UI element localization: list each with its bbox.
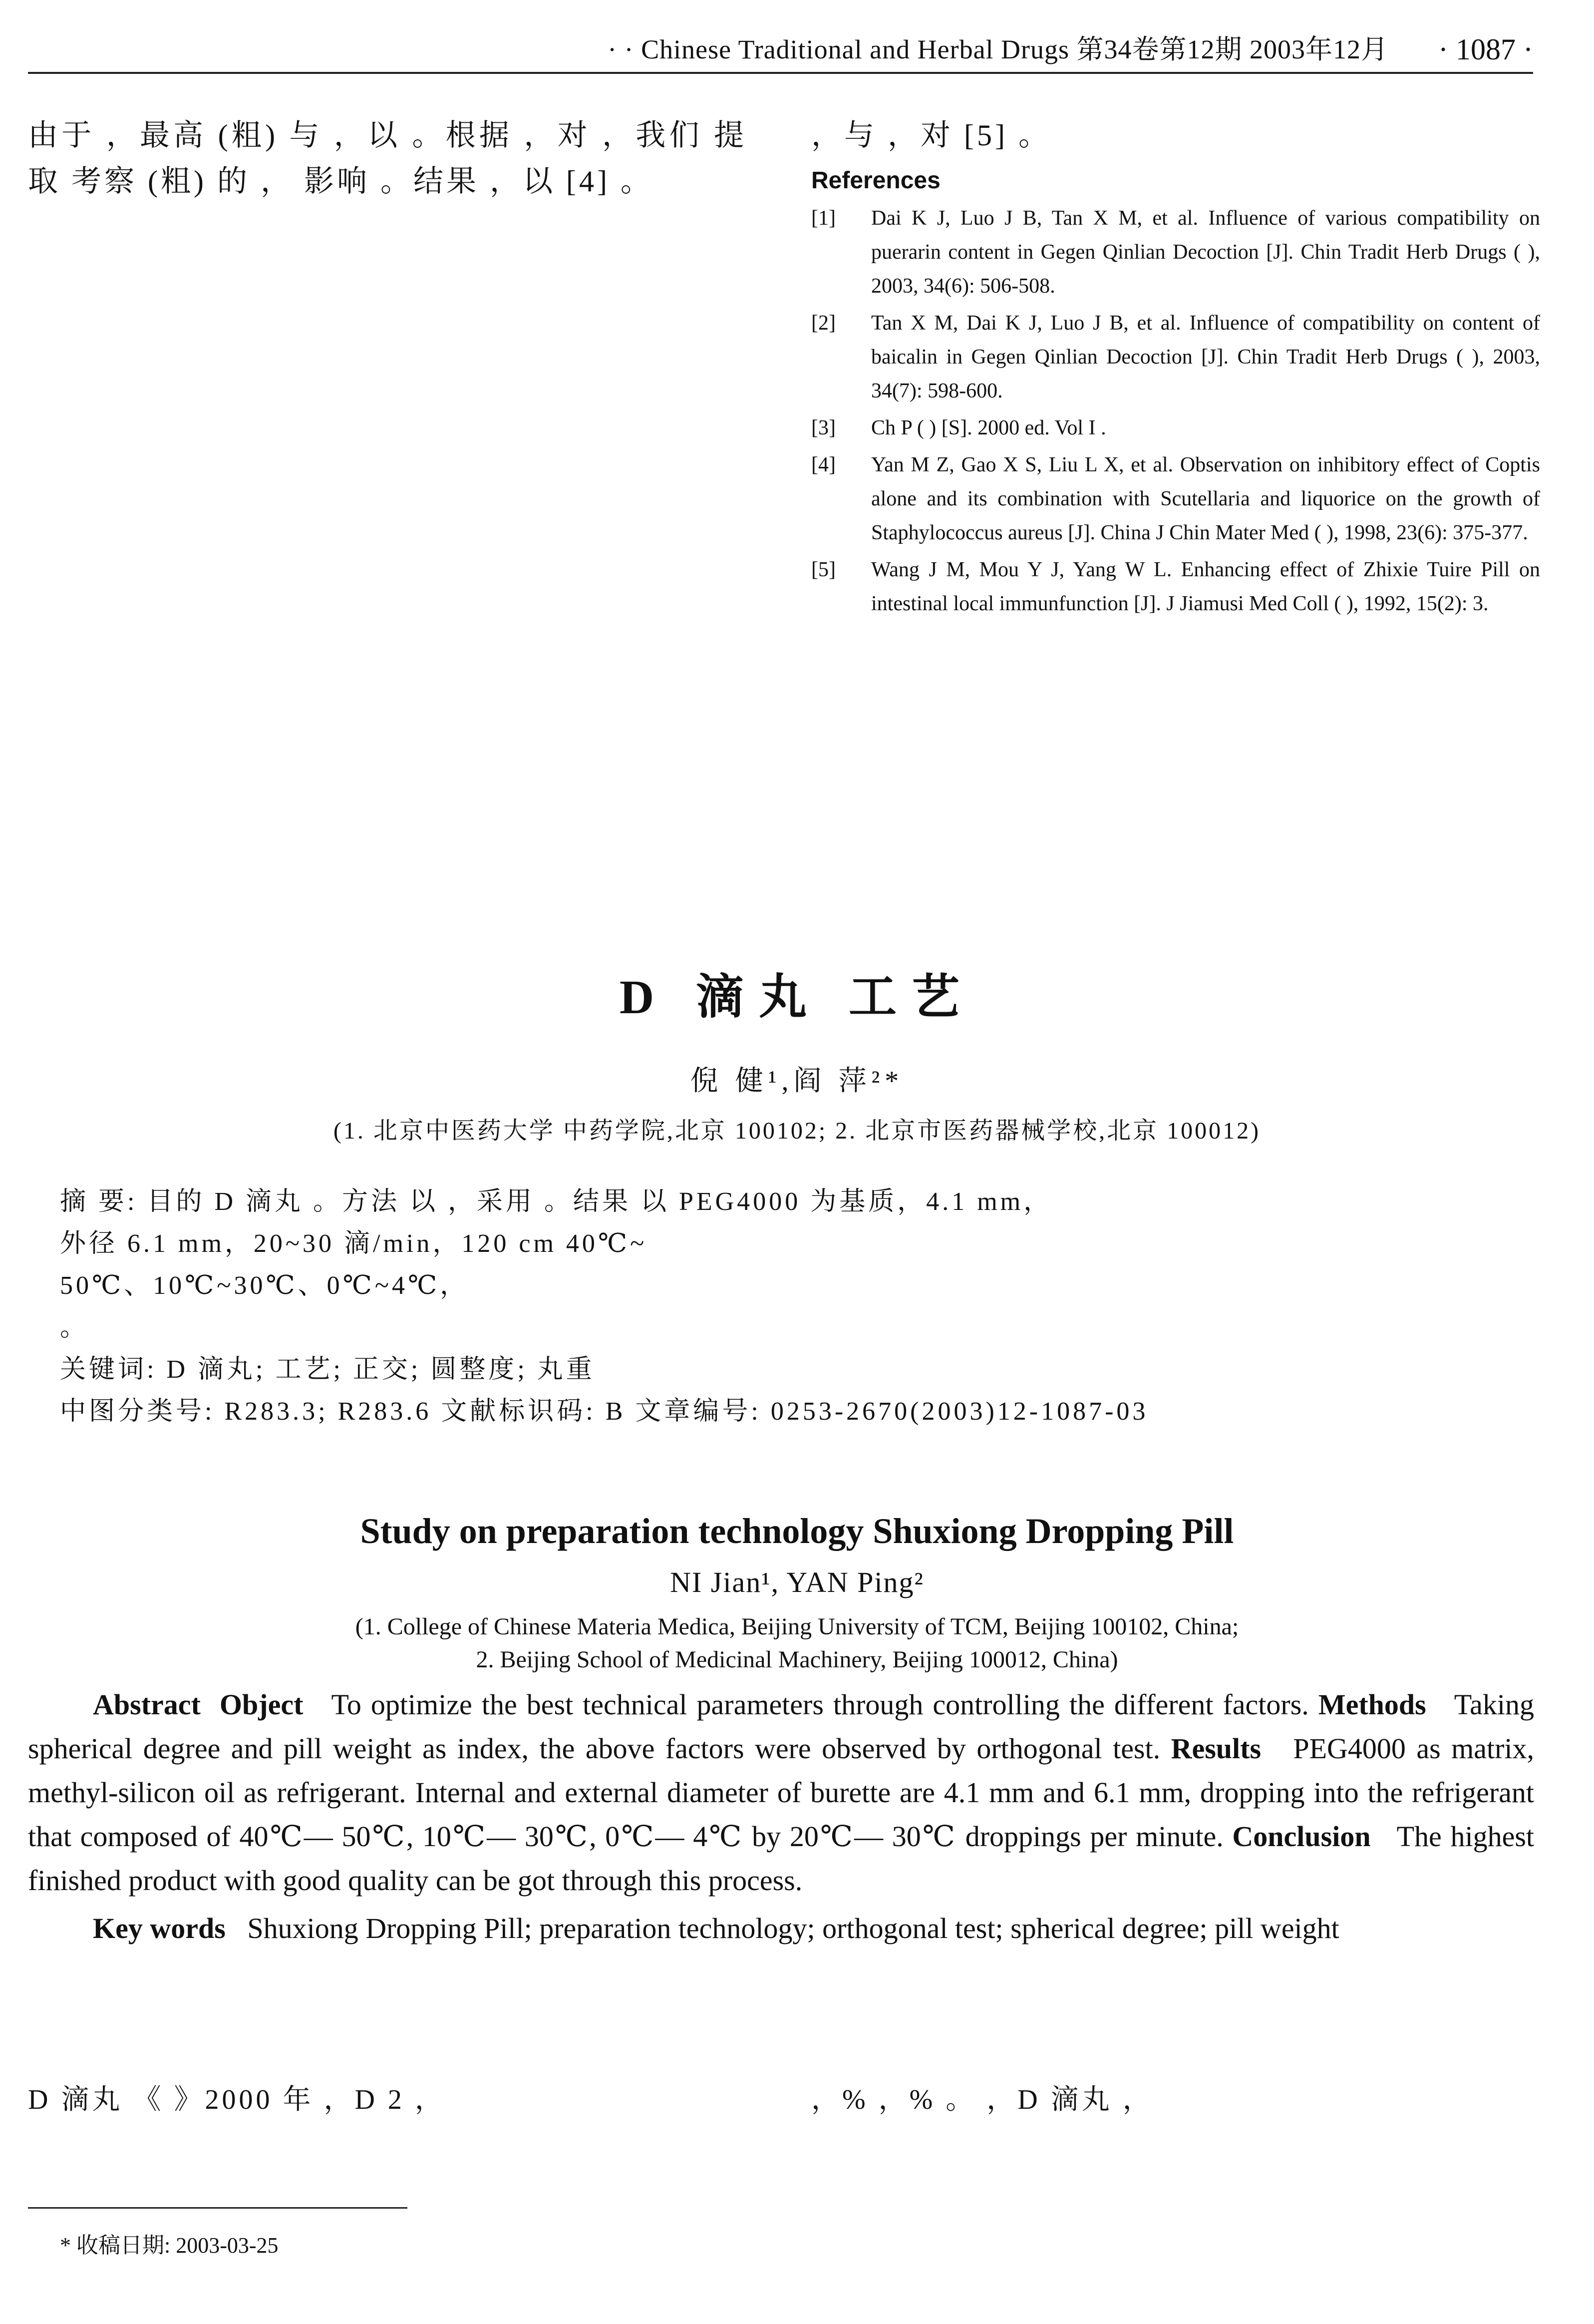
abstract-label: Abstract bbox=[93, 1688, 201, 1721]
reference-item: [4] Yan M Z, Gao X S, Liu L X, et al. Observation on inhibitory effect of Coptis alone and its combination with Scutellaria and liquorice on the growth of Staphylococcus aureus [J]. China J Chin Mater Med ( ), 1998, 23(6): 375-377. bbox=[811, 453, 1540, 544]
chinese-abstract-line: 50℃、10℃~30℃、0℃~4℃， bbox=[60, 1271, 469, 1300]
english-title: Study on preparation technology Shuxiong Dropping Pill bbox=[360, 1511, 1234, 1551]
references-heading: References bbox=[811, 167, 941, 194]
keywords-text: Shuxiong Dropping Pill; preparation technology; orthogonal test; spherical degree; pill weight bbox=[247, 1912, 1339, 1944]
chinese-authors: 倪 健¹,阎 萍²* bbox=[690, 1066, 904, 1097]
results-label: Results bbox=[1171, 1732, 1262, 1765]
chinese-abstract-line: 外径 6.1 mm，20~30 滴/min，120 cm 40℃~ bbox=[60, 1229, 647, 1258]
footnote-rule bbox=[28, 2207, 407, 2209]
classification-codes: 中图分类号: R283.3; R283.6 文献标识码: B 文章编号: 0253-2670(2003)12-1087-03 bbox=[60, 1397, 1149, 1426]
chinese-abstract-line: 摘 要: 目的 D 滴丸 。方法 以 ，采用 。结果 以 PEG4000 为基质，4.1 mm， bbox=[60, 1187, 1053, 1216]
english-authors: NI Jian¹, YAN Ping² bbox=[670, 1566, 924, 1598]
left-column-paragraph: 由于 ，最高 (粗) 与 ，以 。根据 ，对 ，我们 提取 考察 (粗) 的 ， 影响 。结果 ，以 [4] 。 bbox=[28, 119, 747, 198]
affiliation-line: 2. Beijing School of Medicinal Machinery, Beijing 100012, China) bbox=[476, 1646, 1118, 1673]
chinese-affiliations: (1. 北京中医药大学 中药学院,北京 100102; 2. 北京市医药器械学校,北京 100012) bbox=[333, 1118, 1261, 1144]
chinese-title: D 滴丸 工艺 bbox=[619, 970, 975, 1024]
abstract-paragraph bbox=[28, 1683, 1534, 1903]
body-right-column bbox=[811, 2077, 1540, 2167]
object-text: To optimize the best technical parameters through controlling the different factors. bbox=[331, 1688, 1309, 1721]
journal-line: · · Chinese Traditional and Herbal Drugs 第34卷第12期 2003年12月 bbox=[608, 34, 1389, 64]
english-abstract bbox=[28, 1683, 1534, 1950]
methods-label: Methods bbox=[1318, 1688, 1426, 1721]
footnote: * 收稿日期: 2003-03-25 bbox=[60, 2233, 279, 2258]
english-affiliations bbox=[0, 1610, 1594, 1676]
conclusion-text: The highest finished product with good quality can be got through this process. bbox=[28, 1820, 1535, 1897]
body-left-paragraph: D 滴丸 《 》2000 年 ，D 2 ， bbox=[28, 2084, 446, 2115]
keywords-paragraph bbox=[28, 1907, 1534, 1950]
affiliation-line: (1. College of Chinese Materia Medica, Beijing University of TCM, Beijing 100102, China; bbox=[355, 1613, 1239, 1640]
right-column-paragraph: ，与 ，对 [5] 。 bbox=[811, 119, 1051, 152]
chinese-keywords: 关键词: D 滴丸; 工艺; 正交; 圆整度; 丸重 bbox=[60, 1355, 595, 1384]
reference-list bbox=[811, 201, 1540, 621]
object-label: Object bbox=[219, 1688, 304, 1721]
methods-text: Taking spherical degree and pill weight as index, the above factors were observed by orthogonal test. bbox=[28, 1688, 1535, 1765]
reference-item: [3] Ch P ( ) [S]. 2000 ed. Vol I . bbox=[811, 416, 1106, 439]
chinese-abstract bbox=[60, 1181, 1534, 1433]
running-header bbox=[28, 27, 1533, 74]
page-number: · 1087 · bbox=[1438, 33, 1533, 66]
body-right-paragraph: ，% ，% 。 ，D 滴丸 ， bbox=[811, 2084, 1154, 2115]
body-left-column bbox=[28, 2077, 747, 2167]
reference-item: [1] Dai K J, Luo J B, Tan X M, et al. Influence of various compatibility on puerarin content in Gegen Qinlian Decoction [J]. Chin Tradit Herb Drugs ( ), 2003, 34(6): 506-508. bbox=[811, 207, 1540, 298]
right-column bbox=[811, 112, 1540, 851]
conclusion-label: Conclusion bbox=[1232, 1820, 1371, 1853]
reference-item: [2] Tan X M, Dai K J, Luo J B, et al. Influence of compatibility on content of baicalin in Gegen Qinlian Decoction [J]. Chin Tradit Herb Drugs ( ), 2003, 34(7): 598-600. bbox=[811, 312, 1540, 402]
left-column-text bbox=[28, 112, 747, 851]
reference-item: [5] Wang J M, Mou Y J, Yang W L. Enhancing effect of Zhixie Tuire Pill on intestinal local immunfunction [J]. J Jiamusi Med Coll ( ), 1992, 15(2): 3. bbox=[811, 558, 1540, 615]
chinese-abstract-line: 。 bbox=[60, 1313, 89, 1342]
results-text: PEG4000 as matrix, methyl-silicon oil as refrigerant. Internal and external diameter of burette are 4.1 mm and 6.1 mm, dropping into the refrigerant that composed of 40℃— 50℃, 10℃— 30℃, 0℃— 4℃ by 20℃— 30℃ droppings per minute. bbox=[28, 1732, 1534, 1853]
keywords-label: Key words bbox=[93, 1912, 226, 1944]
